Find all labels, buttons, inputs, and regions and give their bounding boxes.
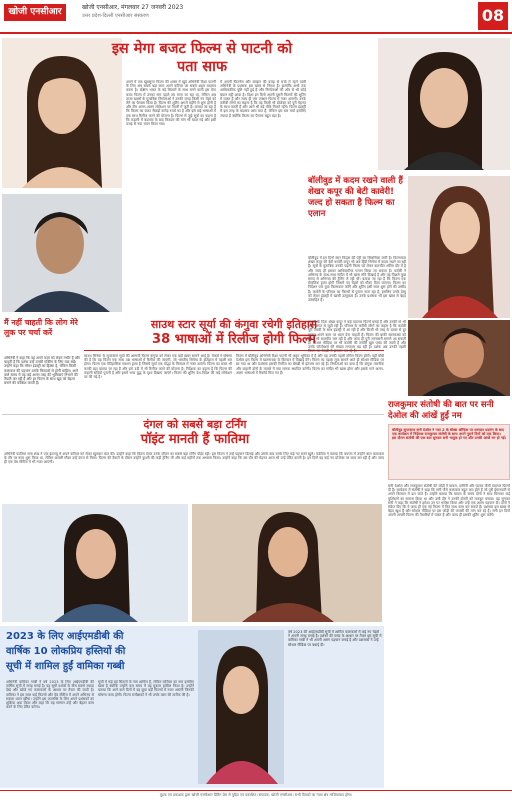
side-note-body: अभिनेत्री ने कहा कि वह अपने काम को लेकर गंभीर हैं और चाहती हैं कि दर्शक उन्हें उनकी एक्टिंग के लिए याद रखें। उन्होंने कहा कि ग्लैमर इंडस्ट्री का हिस्सा है, लेकिन किसी कलाकार की पहचान उसके किरदारों से होनी चाहिए। आने वाले समय में वह कई अलग तरह की भूमिकाएं निभाने की तैयारी कर रही हैं और हर फिल्म के साथ खुद को बेहतर बनाने की कोशिश करती हैं। <box>4 356 80 386</box>
santoshi-lead: बॉलीवुड सुपरस्टार सनी देओल ने गदर 2 के बॉक्स ऑफिस पर शानदार प्रदर्शन के बाद एक कार्यक्रम में निर्देशक राजकुमार संतोषी के साथ अपने पुराने दिनों को याद किया। इस दौरान संतोषी की एक बात सुनकर सनी भावुक हो गए और उनकी आंखें नम हो गईं। <box>392 428 506 441</box>
disha-body: अपने में एक खूबसूरत फिल्म की शक्ल में खुदे अभिनेत्री दिशा पाटनी के लिए अब सबसे बड़ा काम अपने करियर का सबसे अहम बदलाव करना है। दक्षिण भारत के बड़े सितारों के साथ बनने वाली इस मेगा बजट फिल्म में उनका नाम पहले तय माना जा रहा था, लेकिन अब ताजा खबरों के मुताबिक निर्माताओं ने उनकी जगह किसी नए चेहरे को लेने का फैसला किया है। फिल्म की शूटिंग अगले महीने से शुरू होनी है और टीम अलग-अलग लोकेशन पर तैयारी में जुटी है। बताया जा रहा है कि फिल्म का बजट सैकड़ों करोड़ रुपये का है और इसे कई भाषाओं में एक साथ रिलीज करने की योजना है। फिल्म से जुड़े सूत्रों का कहना है कि कहानी में बदलाव के बाद किरदार की मांग भी बदल गई और इसी वजह से नया चयन किया गया। <box>126 80 216 127</box>
suriya-headline-2: 38 भाषाओं में रिलीज होगी फिल्म <box>152 332 316 347</box>
photo-wamiqa <box>198 630 284 784</box>
fatima-rule <box>2 414 384 415</box>
photo-kaveri-2 <box>408 176 510 318</box>
page-header <box>0 0 512 34</box>
kaveri-headline: बॉलीवुड में कदम रखने वाली हैं शेखर कपूर की बेटी कावेरी! जल्द हो सकता है फिल्म का एलान <box>308 176 403 219</box>
santoshi-body: सनी देओल और राजकुमार संतोषी की जोड़ी ने घायल, दामिनी और घातक जैसी यादगार फिल्में दी हैं। कार्यक्रम में संतोषी ने कहा कि सनी जैसे कलाकार बहुत कम होते हैं जो पूरी ईमानदारी से अपने किरदार में ढल जाते हैं। उन्होंने बताया कि घायल के समय दोनों ने साथ मिलकर कई मुश्किलों का सामना किया था और उसी दौर ने उनकी दोस्ती को मजबूत बनाया। यह सुनकर सनी ने कहा कि संतोषी ने हमेशा उन पर भरोसा किया और उन्हें एक अलग पहचान दी। दोनों ने संकेत दिए कि वे जल्द ही एक नई फिल्म में फिर साथ काम कर सकते हैं। प्रशंसक इस खबर से बेहद खुश हैं और सोशल मीडिया पर इस जोड़ी की वापसी की मांग कर रहे हैं। सनी इन दिनों अपनी अगली फिल्म की तैयारियों में व्यस्त हैं और जल्द ही इसकी शूटिंग शुरू करेंगे। <box>388 484 510 518</box>
imdb-body: अभिनेत्री वामिका गब्बी ने वर्ष 2023 के लिए आईएमडीबी की वार्षिक सूची में जगह बनाई है। यह सूची दर्शकों के बीच सबसे ज्यादा देखे और खोजे गए कलाकारों के आधार पर तैयार की जाती है। वामिका ने इस साल कई फिल्मों और वेब सीरीज में अपने अभिनय से सबका ध्यान खींचा। उन्होंने इस उपलब्धि के लिए अपने प्रशंसकों का शुक्रिया अदा किया और कहा कि यह सम्मान उन्हें और बेहतर काम करने के लिए प्रेरित करेगा। <box>6 680 94 710</box>
disha-body-col2: में अपनी फिटनेस और स्टाइल की वजह से चर्चा में रहने वाली अभिनेत्री के प्रशंसक इस खबर से निराश हैं। हालांकि अभी तक आधिकारिक पुष्टि नहीं हुई है और निर्माताओं की ओर से भी कोई बयान नहीं आया है। दिशा इन दिनों अपनी दूसरी फिल्मों की शूटिंग में व्यस्त हैं और जल्द ही एक एक्शन फिल्म में नजर आएंगी। उनके करीबी लोगों का कहना है कि वह किसी भी प्रोजेक्ट को पूरी मेहनत के साथ करती हैं और आगे भी बड़े मौके मिलते रहेंगे। फिल्म इंडस्ट्री में इस तरह के बदलाव आम बात हैं, लेकिन इस बार चर्चा इसलिए ज्यादा है क्योंकि फिल्म का पैमाना बहुत बड़ा है। <box>220 80 306 118</box>
suriya-headline-1: साउथ स्टार सूर्या की कंगुवा रचेगी इतिहास <box>150 318 318 331</box>
kaveri-body-2: कावेरी के पिता शेखर कपूर ने कई यादगार फिल्में बनाई हैं और उनकी मां भी कला जगत से जुड़ी रही हैं। परिवार के करीबी लोगों का कहना है कि कावेरी पूरी तैयारी के साथ इंडस्ट्री में आ रही हैं और किसी भी तरह के दबाव से दूर रहकर अपने काम पर ध्यान देना चाहती हैं। फिल्म की बाकी स्टारकास्ट को लेकर भी बातचीत चल रही है और जल्द ही पूरी जानकारी सामने आ सकती है। सोशल मीडिया पर भी कावेरी की तस्वीरें खूब पसंद की जाती हैं और उनके फॉलोअर्स की संख्या लगातार बढ़ रही है। दर्शक अब उनकी पहली फिल्म का बेसब्री से इंतजार कर रहे हैं। <box>308 320 406 354</box>
kaveri-body: बॉलीवुड में इन दिनों स्टार किड्स की एंट्री का सिलसिला जारी है। फिल्मकार शेखर कपूर की बेटी कावेरी कपूर भी अब हिंदी सिनेमा में कदम रखने जा रही हैं। सूत्रों के मुताबिक उनकी पहली फिल्म को लेकर बातचीत अंतिम दौर में है और जल्द ही इसका आधिकारिक एलान किया जा सकता है। कावेरी ने अभिनय के साथ-साथ संगीत में भी खास रुचि दिखाई है और वह पिछले कुछ समय से अभिनय की ट्रेनिंग ले रही थीं। बताया जा रहा है कि फिल्म एक रोमांटिक ड्रामा होगी जिसमें नए चेहरों को मौका दिया जाएगा। फिल्म का निर्देशन एक युवा फिल्मकार करेंगे और शूटिंग इसी साल शुरू होने की उम्मीद है। कावेरी के परिवार का फिल्मों से पुराना नाता रहा है, इसलिए उनके डेब्यू को लेकर इंडस्ट्री में खासी उत्सुकता है। उनके प्रशंसक भी इस खबर से बेहद उत्साहित हैं। <box>308 256 406 303</box>
paper-dateline: खोजी एनसीआर, मंगलवार 27 जनवरी 2023 <box>82 4 184 11</box>
page-number: 08 <box>478 2 508 30</box>
page-footer: मुद्रक एवं प्रकाशक द्वारा खोजी एनसीआर प्रिंटिंग प्रेस से मुद्रित एवं प्रकाशित। संपादक: खोजी एनसीआर। सभी विवादों का न्याय क्षेत्र गाजियाबाद होगा। <box>0 790 512 800</box>
photo-suriya <box>2 194 122 312</box>
photo-kaveri <box>378 38 510 170</box>
santoshi-lead-box <box>388 424 510 480</box>
side-note-headline: मैं नहीं चाहती कि लोग मेरे लुक पर चर्चा करें <box>4 318 78 337</box>
fatima-headline-2: पॉइंट मानती हैं फातिमा <box>140 432 250 447</box>
photo-sunny <box>408 320 510 396</box>
suriya-body: साउथ सिनेमा के सुपरस्टार सूर्या की आगामी फिल्म कंगुवा को लेकर एक बड़ी खबर सामने आई है। मेकर्स ने घोषणा की है कि यह फिल्म एक साथ 38 भाषाओं में रिलीज की जाएगी, जो भारतीय सिनेमा के इतिहास में पहली बार होगा। फिल्म एक ऐतिहासिक एक्शन ड्रामा है जिसमें सूर्या एक योद्धा के किरदार में नजर आएंगे। फिल्म का बजट भी काफी बड़ा बताया जा रहा है और इसे 3डी में भी रिलीज करने की योजना है। निर्देशक का कहना है कि फिल्म की कहानी सदियों पुरानी है और इसमें भव्य युद्ध के दृश्य दिखाए जाएंगे। फिल्म की शूटिंग देश-विदेश की कई लोकेशन पर की गई है। <box>84 354 232 380</box>
imdb-headline-3: सूची में शामिल हुईं वामिका गब्बी <box>6 661 125 672</box>
imdb-headline-1: 2023 के लिए आईएमडीबी की <box>6 631 124 642</box>
edition-line: उत्तर प्रदेश-दिल्ली एनसीआर संस्करण <box>82 13 149 19</box>
fatima-headline-1: दंगल को सबसे बड़ा टर्निंग <box>143 418 247 431</box>
imdb-headline-2: वार्षिक 10 लोकप्रिय हस्तियों की <box>6 646 126 657</box>
photo-fatima-2 <box>192 504 382 622</box>
imdb-caption: वर्ष 2023 की आईएमडीबी सूची में शामिल कलाकारों में कई नए चेहरों ने अपनी जगह बनाई है। दर्शकों की पसंद के आधार पर तैयार इस सूची में वामिका गब्बी ने भी अपनी अलग पहचान बनाई है और प्रशंसकों ने उन्हें सोशल मीडिया पर बधाई दी। <box>288 630 382 647</box>
newspaper-brand: खोजी एनसीआर <box>4 4 66 21</box>
fatima-body: अभिनेत्री फातिमा सना शेख ने एक इंटरव्यू में अपने करियर को लेकर खुलकर बात की। उन्होंने कहा कि फिल्म दंगल उनके जीवन का सबसे बड़ा टर्निंग पॉइंट रही। इस फिल्म ने उन्हें पहचान दिलाई और उसके बाद उनके लिए कई नए रास्ते खुले। फातिमा ने बताया कि बचपन में उन्होंने बाल कलाकार के तौर पर काम शुरू किया था, लेकिन असली मौका उन्हें दंगल से मिला। फिल्म की तैयारी के दौरान उन्होंने कुश्ती की कड़ी ट्रेनिंग ली और कई महीनों तक अभ्यास किया। उन्होंने कहा कि उस दौर की मेहनत आज भी उन्हें प्रेरित करती है। इन दिनों वह कई नए प्रोजेक्ट पर काम कर रही हैं और जल्द ही एक वेब सीरीज में भी नजर आएंगी। <box>4 452 384 465</box>
disha-headline: इस मेगा बजट फिल्म से पाटनी को पता साफ <box>111 41 293 75</box>
santoshi-headline: राजकुमार संतोषी की बात पर सनी देओल की आंखें हुईं नम <box>388 400 494 421</box>
suriya-body-2: फिल्म में बॉलीवुड अभिनेत्री दिशा पाटनी भी अहम भूमिका में हैं और यह उनकी पहली तमिल फिल्म होगी। वहीं बॉबी देओल इस फिल्म में खलनायक के किरदार में दिखाई देंगे। फिल्म का पहला लुक सामने आते ही सोशल मीडिया पर छा गया था और प्रशंसक इसकी रिलीज का बेसब्री से इंतजार कर रहे हैं। निर्माताओं का दावा है कि कंगुवा तकनीक और कहानी दोनों के मामले में नया मानक स्थापित करेगी। फिल्म का संगीत भी खास होगा और इसके गाने अलग-अलग भाषाओं में रिकॉर्ड किए गए हैं। <box>236 354 384 375</box>
imdb-body-2: सूची में कई बड़े सितारों के नाम शामिल हैं, लेकिन वामिका का नाम इसलिए खास है क्योंकि उन्होंने कम समय में यह मुकाम हासिल किया है। उन्होंने बताया कि आने वाले दिनों में वह कुछ बड़ी फिल्मों में नजर आएंगी जिनकी घोषणा जल्द होगी। फिल्म समीक्षकों ने भी उनके काम की तारीफ की है। <box>98 680 194 697</box>
photo-fatima <box>2 504 188 622</box>
